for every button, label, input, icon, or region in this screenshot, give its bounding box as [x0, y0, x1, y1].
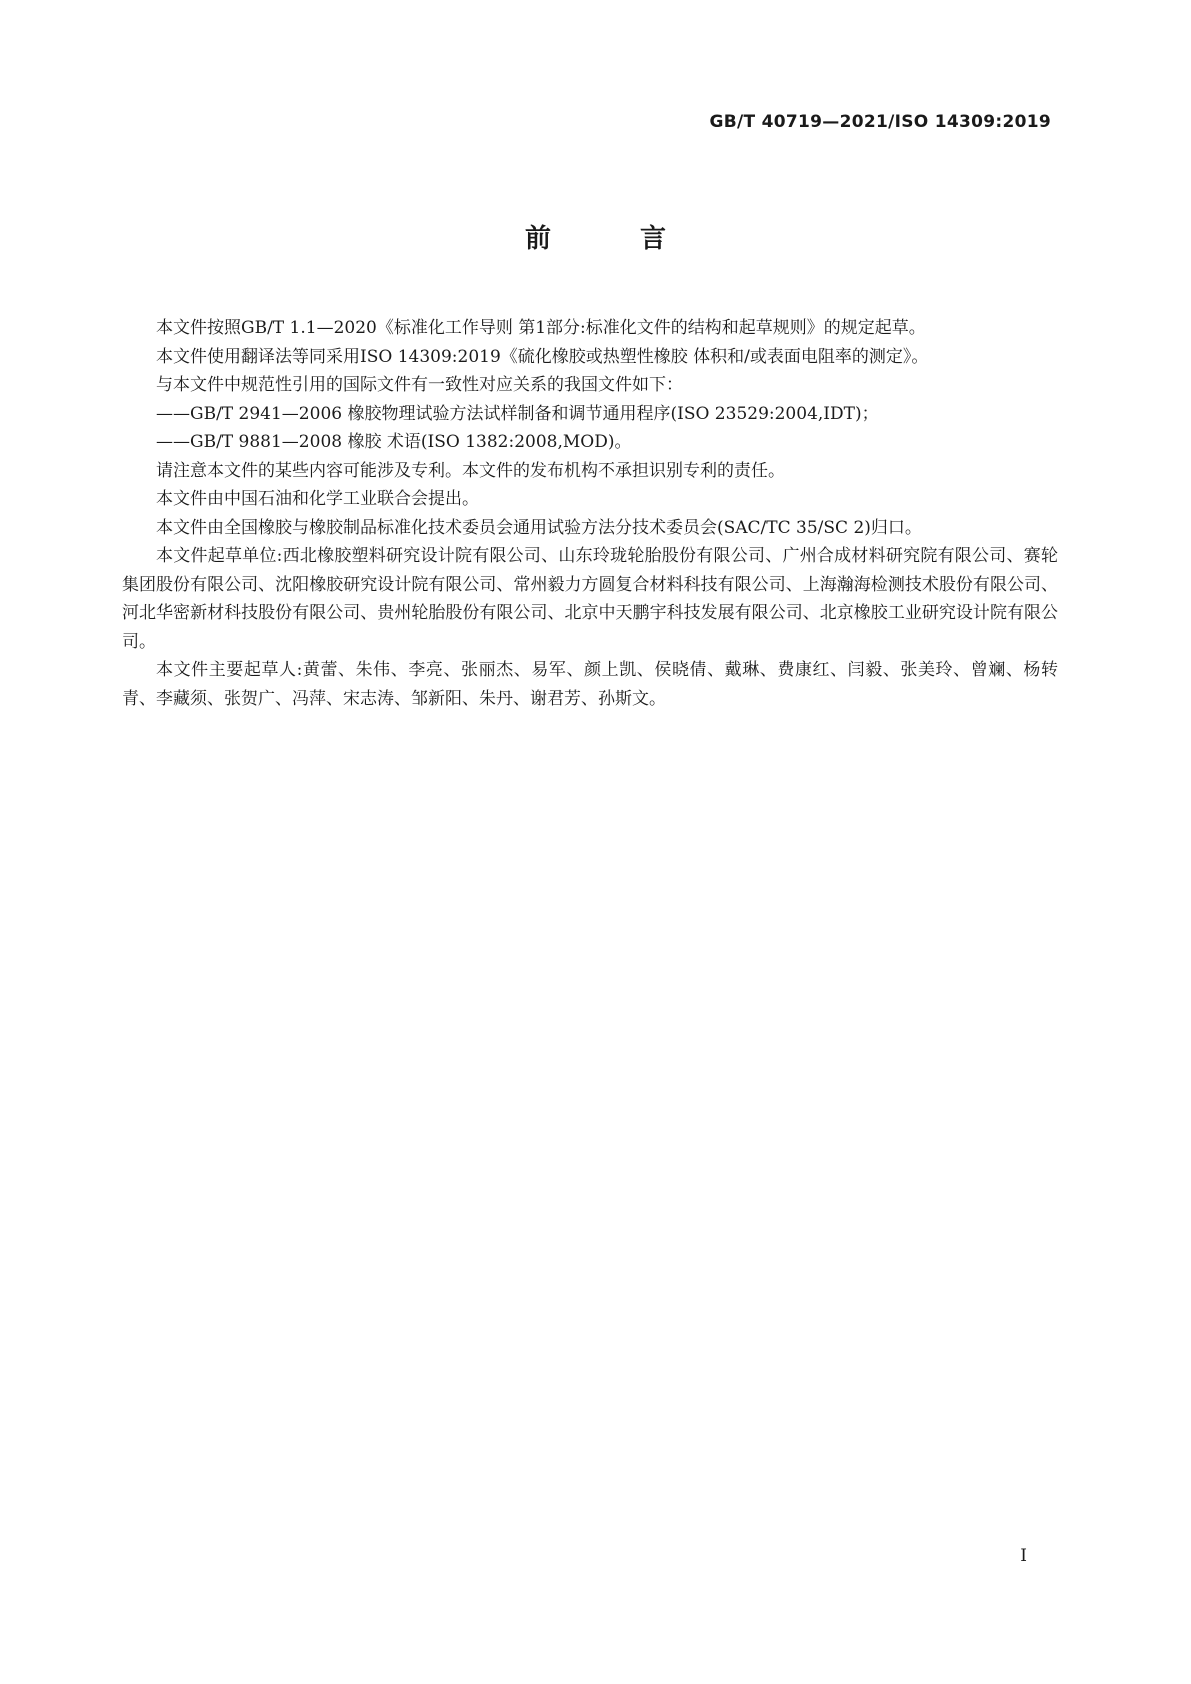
paragraph-drafting-units: 本文件起草单位:西北橡胶塑料研究设计院有限公司、山东玲珑轮胎股份有限公司、广州合成材料研究院有限公司、赛轮集团股份有限公司、沈阳橡胶研究设计院有限公司、常州毅力方圆复合材料科技有限公司、上海瀚海检测技术股份有限公司、河北华密新材科技股份有限公司、贵州轮胎股份有限公司、北京中天鹏宇科技发展有限公司、北京橡胶工业研究设计院有限公司。	[122, 546, 1058, 652]
page-title: 前 言	[524, 224, 707, 254]
reference-item: ——GB/T 2941—2006 橡胶物理试验方法试样制备和调节通用程序(ISO 23529:2004,IDT)；	[156, 403, 879, 424]
page-number: I	[1020, 1546, 1027, 1566]
standard-code: GB/T 40719—2021/ISO 14309:2019	[709, 112, 1051, 132]
paragraph-drafters: 本文件主要起草人:黄蕾、朱伟、李亮、张丽杰、易军、颜上凯、侯晓倩、戴琳、费康红、闫毅、张美玲、曾斓、杨转青、李藏须、张贺广、冯萍、宋志涛、邹新阳、朱丹、谢君芳、孙斯文。	[122, 660, 1058, 709]
paragraph-proposer: 本文件由中国石油和化学工业联合会提出。	[156, 489, 479, 509]
foreword-body	[122, 314, 1058, 713]
paragraph-references-intro: 与本文件中规范性引用的国际文件有一致性对应关系的我国文件如下：	[156, 375, 683, 395]
paragraph-adoption: 本文件使用翻译法等同采用ISO 14309:2019《硫化橡胶或热塑性橡胶 体积和/或表面电阻率的测定》。	[156, 346, 929, 367]
reference-item: ——GB/T 9881—2008 橡胶 术语(ISO 1382:2008,MOD)。	[156, 432, 632, 452]
paragraph-committee: 本文件由全国橡胶与橡胶制品标准化技术委员会通用试验方法分技术委员会(SAC/TC 35/SC 2)归口。	[156, 517, 922, 538]
paragraph-drafting-rules: 本文件按照GB/T 1.1—2020《标准化工作导则 第1部分:标准化文件的结构和起草规则》的规定起草。	[156, 318, 926, 338]
paragraph-patent-notice: 请注意本文件的某些内容可能涉及专利。本文件的发布机构不承担识别专利的责任。	[156, 460, 785, 481]
